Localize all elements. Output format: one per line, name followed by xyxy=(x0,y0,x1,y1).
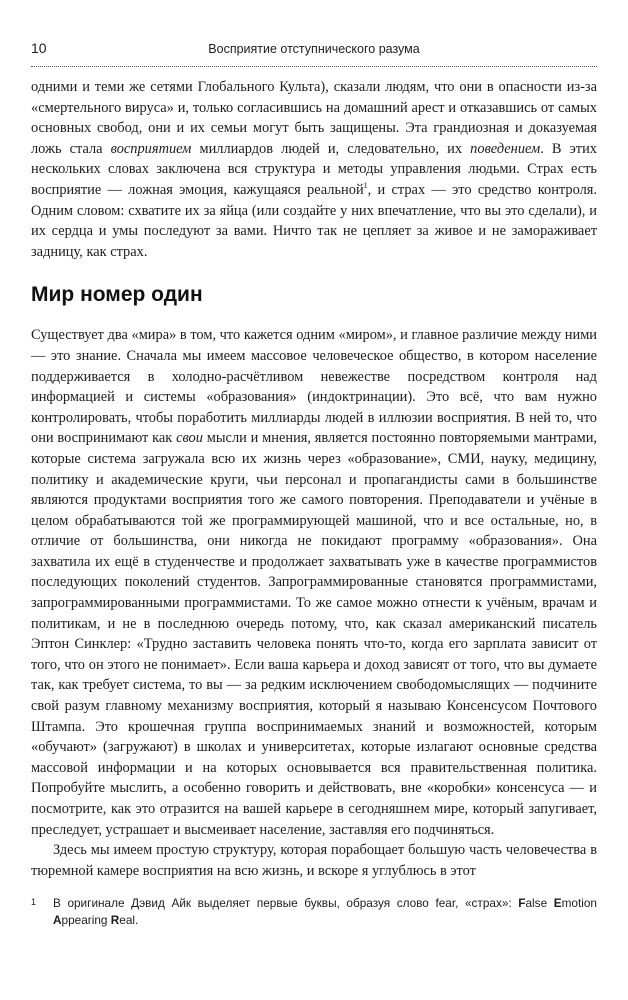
text-run: eal xyxy=(119,913,136,927)
text-run: alse xyxy=(525,896,554,910)
text-run: ppearing xyxy=(61,913,111,927)
text-run: мысли и мнения, является постоянно повторяемыми мантрами, которые система загружала всю их жизнь через «образование», СМИ, науку, медицину, политику и академические круги, чьи персонал и пропагандисты сами в большинстве являются продуктами восприятия того же самого повторения. Преподаватели и учёные в целом обрабатываются той же программирующей машиной, что и все остальные, но, в отличие от большинства, они никогда не покидают программу «образования». Она захватила их ещё в студенчестве и продолжает захватывать уже в качестве программистов последующих поколений студентов. Запрограммированные становятся программистами, запрограммированными программистами. То же самое можно отнести к учёным, врачам и политикам, и не в последнюю очередь потому, что, как сказал американский писатель Эптон Синклер: «Трудно заставить человека понять что-то, когда его зарплата зависит от того, что он этого не понимает». Если ваша карьера и доход зависят от того, что вы думаете так, как требует система, то вы — за редким исключением свободомыслящих — подчините свой разум главному механизму восприятия, который я называю Консенсусом Почтового Штампа. Это крошечная группа воспринимаемых знаний и возможностей, которым «обучают» (загружают) в школах и университетах, которые излагают основные средства массовой информации и на которых основывается вся правительственная политика. Попробуйте мыслить, а особенно говорить и действовать, вне «коробки» консенсуса — и посмотрите, как это отразится на вашей карьере в сегодняшнем мире, который запугивает, преследует, устрашает и высмеивает население, заставляя его подчиняться. xyxy=(31,430,597,838)
footnote-text xyxy=(53,895,597,929)
emphasis-own: свои xyxy=(176,430,203,447)
emphasis-behavior: поведением xyxy=(470,140,541,157)
text-run: Существует два «мира» в том, что кажется одним «миром», и главное различие между ними — это знание. Сначала мы имеем массовое человеческое общество, в котором население поддерживается в холодно-расчётливом невежестве посредством контроля над информацией и системы «образования» (индоктринации). Это всё, что вам нужно контролировать, чтобы поработить миллиарды людей в иллюзии восприятия. В ней то, что они воспринимают как xyxy=(31,327,597,447)
text-run: . xyxy=(135,913,139,927)
emphasis-perception: восприятием xyxy=(110,140,192,157)
running-title: Восприятие отступнического разума xyxy=(208,42,420,56)
text-run: motion xyxy=(561,896,597,910)
text-run: Здесь мы имеем простую структуру, которая порабощает большую часть человечества в тюремной камере восприятия на всю жизнь, и вскоре я углублюсь в этот xyxy=(31,842,597,879)
body-text xyxy=(31,77,597,881)
bold-initial: E xyxy=(553,896,562,910)
bold-initial: R xyxy=(110,913,120,927)
text-run: . В этих нескольких словах заключена вся структура и методы управления людьми. Страх есть восприятие — ложная эмоция, кажущаяся реальной xyxy=(31,140,597,198)
paragraph xyxy=(31,840,597,881)
running-header xyxy=(31,40,597,67)
text-run: одними и теми же сетями Глобального Культа), сказали людям, что они в опасности из-за «смертельного вируса» и, только согласившись на домашний арест и отказавшись от самых основных свобод, они и их семьи могут быть защищены. Эта грандиозная и доказуемая ложь стала xyxy=(31,79,597,157)
book-page xyxy=(31,40,597,881)
section-heading: Мир номер один xyxy=(31,283,203,307)
footnote-mark: 1 xyxy=(31,897,37,907)
text-run: В оригинале Дэвид Айк выделяет первые буквы, образуя слово fear, «страх»: xyxy=(53,896,519,910)
page-number: 10 xyxy=(31,40,47,56)
paragraph-continued xyxy=(31,77,597,262)
footnote-reference[interactable]: 1 xyxy=(363,181,368,191)
paragraph xyxy=(31,325,597,840)
text-run: миллиардов людей и, следовательно, их xyxy=(191,140,471,157)
text-run: , и страх — это средство контроля. Одним словом: схватите их за яйца (или создайте у них впечатление, что вы это сделали), и их сердца и умы последуют за вами. Ничто так не цепляет за живое и не замораживает задницу, как страх. xyxy=(31,181,597,260)
bold-initial: A xyxy=(53,913,62,927)
bold-initial: F xyxy=(518,896,526,910)
footnote xyxy=(31,895,597,929)
